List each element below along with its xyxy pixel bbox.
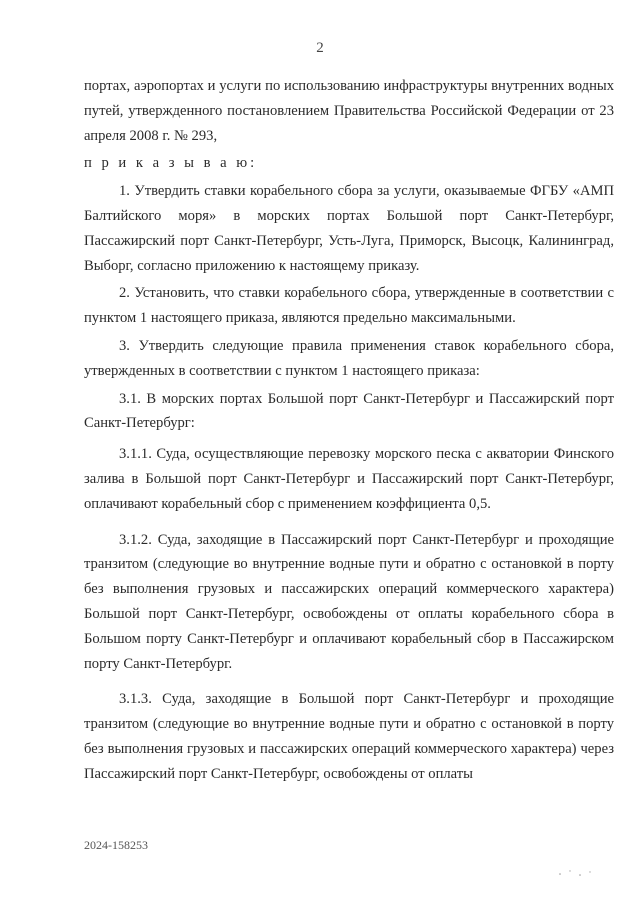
document-registration-code: 2024-158253 bbox=[84, 838, 148, 852]
page-number: 2 bbox=[316, 40, 324, 56]
paragraph-item-3: 3. Утвердить следующие правила применения ставок корабельного сбора, утвержденных в соответствии с пунктом 1 настоящего приказа: bbox=[84, 337, 614, 379]
paragraph-item-3-1-3: 3.1.3. Суда, заходящие в Большой порт Санкт-Петербург и проходящие транзитом (следующие во внутренние водные пути и обратно с остановкой в порту без выполнения грузовых и пассажирских операций коммерческого характера) через Пассажирский порт Санкт-Петербург, освобождены от оплаты bbox=[84, 691, 614, 782]
paragraph-item-3-1-2: 3.1.2. Суда, заходящие в Пассажирский порт Санкт-Петербург и проходящие транзитом (следующие во внутренние водные пути и обратно с остановкой в порту без выполнения грузовых и пассажирских операций коммерческого характера) Большой порт Санкт-Петербург, освобождены от оплаты корабельного сбора в Большом порту Санкт-Петербург и оплачивают корабельный сбор в Пассажирском порту Санкт-Петербург. bbox=[84, 531, 614, 672]
paragraph-item-3-1-1: 3.1.1. Суда, осуществляющие перевозку морского песка с акватории Финского залива в Большой порт Санкт-Петербург и Пассажирский порт Санкт-Петербург, оплачивают корабельный сбор с применением коэффициента 0,5. bbox=[84, 446, 614, 512]
scan-artifact-dots bbox=[556, 866, 596, 880]
paragraph-order-word: п р и к а з ы в а ю: bbox=[84, 155, 258, 172]
paragraph-item-2: 2. Установить, что ставки корабельного сбора, утвержденные в соответствии с пунктом 1 настоящего приказа, являются предельно максимальными. bbox=[84, 285, 614, 327]
paragraph-item-3-1: 3.1. В морских портах Большой порт Санкт-Петербург и Пассажирский порт Санкт-Петербург: bbox=[84, 390, 614, 432]
paragraph-preamble-continuation: портах, аэропортах и услуги по использованию инфраструктуры внутренних водных путей, утвержденного постановлением Правительства Российской Федерации от 23 апреля 2008 г. № 293, bbox=[84, 78, 614, 144]
paragraph-item-1: 1. Утвердить ставки корабельного сбора за услуги, оказываемые ФГБУ «АМП Балтийского моря» в морских портах Большой порт Санкт-Петербург, Пассажирский порт Санкт-Петербург, Усть-Луга, Приморск, Высоцк, Калининград, Выборг, согласно приложению к настоящему приказу. bbox=[84, 183, 614, 274]
document-body bbox=[84, 74, 614, 787]
